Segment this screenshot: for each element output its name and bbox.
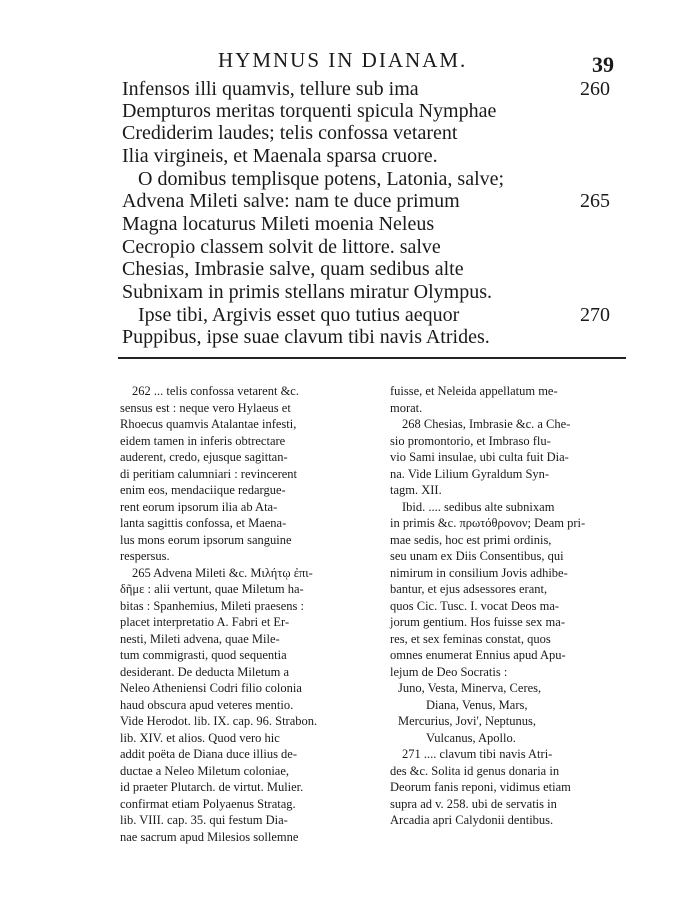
running-head: HYMNUS IN DIANAM. [218,48,468,72]
note-line: Juno, Vesta, Minerva, Ceres, [398,681,542,695]
verse-line: Ilia virgineis, et Maenala sparsa cruore. [122,145,438,167]
verse-line: Ipse tibi, Argivis esset quo tutius aequor [138,304,460,326]
note-line: quos Cic. Tusc. I. vocat Deos ma- [390,598,560,613]
note-line: 268 Chesias, Imbrasie &c. a Che- [402,417,571,431]
note-line: nae sacrum apud Milesios sollemne [120,829,299,844]
note-line: id praeter Plutarch. de virtut. Mulier. [120,780,304,794]
note-line: δῆμε : alii vertunt, quae Miletum ha- [120,582,304,596]
note-line: sensus est : neque vero Hylaeus et [120,400,291,415]
note-line: res, et sex feminas constat, quos [390,631,551,646]
note-line: 262 ... telis confossa vetarent &c. [132,384,299,398]
verse-number: 265 [580,190,610,212]
verse-line: Cecropio classem solvit de littore. salve [122,236,441,258]
note-line: des &c. Solita id genus donaria in [390,763,560,778]
note-line: Vide Herodot. lib. IX. cap. 96. Strabon. [120,714,318,728]
verse-line: Magna locaturus Mileti moenia Neleus [122,213,435,235]
verse-line: Infensos illi quamvis, tellure sub ima [122,78,419,100]
note-line: supra ad v. 258. ubi de servatis in [390,796,557,811]
note-line: confirmat etiam Polyaenus Stratag. [120,796,296,811]
note-line: nesti, Mileti advena, quae Mile- [120,631,280,646]
note-line: tagm. XII. [390,483,442,497]
note-line: lanta sagittis confossa, et Maena- [120,516,287,530]
verse-line: Advena Mileti salve: nam te duce primum [122,190,460,212]
note-line: vio Sami insulae, ubi culta fuit Dia- [390,450,569,464]
verse-line: Chesias, Imbrasie salve, quam sedibus alte [122,258,464,280]
note-line: Mercurius, Jovi', Neptunus, [398,714,537,728]
note-line: auderent, credo, ejusque sagittan- [120,450,288,464]
verse-line: Subnixam in primis stellans miratur Olympus. [122,281,492,303]
footnote-rule [118,357,626,359]
notes-left-column [120,383,372,845]
notes-right-column [390,383,626,829]
note-line: fuisse, et Neleida appellatum me- [390,384,558,398]
note-line: 271 .... clavum tibi navis Atri- [402,747,553,761]
note-line: Vulcanus, Apollo. [426,730,516,745]
note-line: tum commigrasti, quod sequentia [120,648,287,662]
page-number: 39 [592,52,614,77]
verse-line: O domibus templisque potens, Latonia, salve; [138,168,505,190]
note-line: Rhoecus quamvis Atalantae infesti, [120,417,297,431]
verse-number: 270 [580,304,610,326]
note-line: rent eorum ipsorum ilia ab Ata- [120,499,278,514]
note-line: jorum gentium. Hos fuisse sex ma- [390,615,565,629]
note-line: in primis &c. πρωτόθρονον; Deam pri- [390,516,586,530]
note-line: eidem tamen in inferis obtrectare [120,433,286,448]
note-line: Diana, Venus, Mars, [426,697,528,712]
note-line: Deorum fanis reponi, vidimus etiam [390,780,571,794]
note-line: lejum de Deo Socratis : [390,664,508,679]
note-line: 265 Advena Mileti &c. Μιλήτῳ ἐπι- [132,565,313,580]
note-line: Neleo Atheniensi Codri filio colonia [120,681,302,695]
note-line: Ibid. .... sedibus alte subnixam [402,499,555,514]
note-line: mae sedis, hoc est primi ordinis, [390,532,552,547]
note-line: bantur, et ejus adsessores erant, [390,582,548,596]
note-line: placet interpretatio A. Fabri et Er- [120,615,290,629]
note-line: na. Vide Lilium Gyraldum Syn- [390,466,550,481]
verse-number: 260 [580,78,610,100]
note-line: respersus. [120,549,170,563]
note-line: Arcadia apri Calydonii dentibus. [390,813,554,827]
note-line: lib. XIV. et alios. Quod vero hic [120,730,280,745]
note-line: nimirum in consilium Jovis adhibe- [390,565,568,580]
note-line: lib. VIII. cap. 35. qui festum Dia- [120,813,288,827]
note-line: ductae a Neleo Miletum coloniae, [120,763,290,778]
note-line: omnes enumerat Ennius apud Apu- [390,648,566,662]
note-line: enim eos, mendaciique redargue- [120,483,286,497]
note-line: addit poëta de Diana duce illius de- [120,747,298,761]
note-line: lus mons eorum ipsorum sanguine [120,532,292,547]
note-line: morat. [390,400,423,415]
note-line: bitas : Spanhemius, Mileti praesens : [120,598,305,613]
note-line: seu unam ex Diis Consentibus, qui [390,549,564,563]
note-line: sio promontorio, et Imbraso flu- [390,433,551,448]
verse-line: Crediderim laudes; telis confossa vetarent [122,122,458,144]
note-line: haud obscura apud veteres mentio. [120,697,294,712]
note-line: di peritiam calumniari : revincerent [120,466,298,481]
note-line: desiderant. De deducta Miletum a [120,664,290,679]
verse-line: Dempturos meritas torquenti spicula Nymphae [122,100,497,122]
verse-line: Puppibus, ipse suae clavum tibi navis Atrides. [122,326,490,348]
